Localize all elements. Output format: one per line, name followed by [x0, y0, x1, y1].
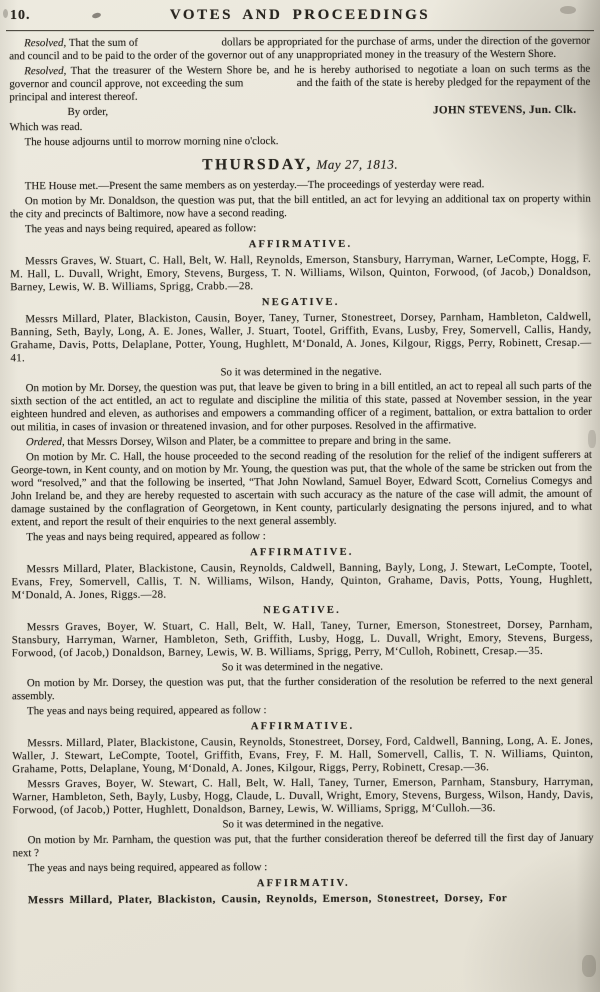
ink-speck	[560, 6, 576, 14]
header-rule	[6, 30, 594, 31]
yeas-nays-note-2: The yeas and nays being required, appeared as follow :	[26, 530, 266, 544]
motion-dorsey-militia: On motion by Mr. Dorsey, the question was put, that leave be given to bring in a bill entitled, an act to repeal all such parts of the sixth section of the act entitled, an act to regulate and discipline the militia of this state, passed at November session, in the year eighteen hundred and eleven, as authorises and empowers a commanding officer of a regiment, battalion, or extra battalion to order out militia, in cases of invasion or threatened invasion, and for other purposes. Resolved in the affirmative.	[10, 379, 592, 434]
by-order-label: By order,	[67, 105, 109, 119]
motion-dorsey-referred: On motion by Mr. Dorsey, the question was put, that the further consideration of the resolution be referred to the next general assembly.	[11, 674, 593, 703]
which-was-read: Which was read.	[9, 120, 83, 134]
resolution-arms	[9, 35, 590, 64]
negative-heading-2: NEGATIVE.	[263, 604, 341, 617]
motion-parnham: On motion by Mr. Parnham, the question was put, that the further consideration thereof be deferred till the first day of January next ?	[12, 831, 594, 860]
vote1-affirmative-list: Messrs Graves, W. Stuart, C. Hall, Belt, W. Hall, Reynolds, Emerson, Stansbury, Harryman, Warner, LeCompte, Hogg, F. M. Hall, L. Duvall, Wright, Emory, Stevens, Burgess, T. N. Williams, Wilson, Quinton, Forwood, (of Jacob,) Donaldson, Barney, Lewis, W. B. Williams, Sprigg, Crabb.—28.	[10, 252, 592, 294]
determined-negative-2: So it was determined in the negative.	[221, 660, 383, 674]
ink-speck	[582, 955, 596, 977]
yeas-nays-note-3: The yeas and nays being required, appeared as follow :	[27, 704, 267, 718]
vote2-affirmative-list: Messrs Millard, Plater, Blackistone, Causin, Reynolds, Caldwell, Banning, Bayly, Long, J. Stewart, LeCompte, Tootel, Evans, Frey, Somervell, Callis, T. N. Williams, Wilson, Handy, Quinton, Grahame, Davis, Potts, Young, Hughlett, M‘Donald, A. Jones, Riggs.—28.	[11, 560, 593, 602]
page-number: 10.	[10, 8, 31, 23]
affirmative-heading-1: AFFIRMATIVE.	[248, 238, 353, 251]
session-day: THURSDAY,	[202, 155, 313, 174]
house-met: THE House met.—Present the same members as on yesterday.—The proceedings of yesterday were read.	[24, 178, 485, 193]
session-date-heading	[10, 155, 591, 177]
ink-speck	[3, 9, 8, 18]
affirmative-heading-2: AFFIRMATIVE.	[250, 546, 354, 559]
resolution-loan-text: That the treasurer of the Western Shore be, and he is hereby authorised to negotiate a loan on such terms as the governor and council approve, not exceeding the sum and the faith of the state is hereby pledged for the repayment of the principal and interest thereof.	[9, 62, 591, 104]
vote1-negative-list: Messrs Millard, Plater, Blackiston, Causin, Boyer, Taney, Turner, Stonestreet, Dorsey, Parnham, Hambleton, Caldwell, Banning, Seth, Bayly, Long, A. E. Jones, Waller, J. Stuart, Tootel, Griffith, Evans, Lusby, Frey, Somervell, Callis, Handy, Grahame, Davis, Potts, Delaplane, Potter, Young, Hughlett, M‘Donald, A. Jones, Kilgour, Riggs, Perry, Robinett, Cresap.—41.	[10, 310, 592, 365]
resolution-arms-text: That the sum of dollars be appropriated for the purchase of arms, under the direction of the governor and council and to be paid to the order of the governor out of any unappropriated money in the treasury of the Western Shore.	[9, 34, 591, 63]
motion-c-hall: On motion by Mr. C. Hall, the house proceeded to the second reading of the resolution for the relief of the indigent sufferers at George-town, in Kent county, and on motion by Mr. Young, the question was put, that the whole of the same be stricken out from the word “resolved,” and that the following be inserted, “That John Nowland, Samuel Boyer, Edward Scott, Cornelius Comegys and John Ireland be, and they are hereby requested to ascertain with such accuracy as the nature of the case will admit, the amount of damage sustained by the conflagration of Georgetown, in Kent county, particularly designating the persons injured, and to what extent, and report the result of their enquiries to the next general assembly.	[10, 448, 593, 529]
ink-speck	[588, 430, 596, 448]
page-body	[0, 35, 600, 908]
determined-negative-3: So it was determined in the negative.	[222, 817, 384, 831]
affirmative-heading-3: AFFIRMATIVE.	[250, 720, 355, 733]
yeas-nays-note-4: The yeas and nays being required, appeared as follow :	[27, 861, 268, 875]
adjournment-note: The house adjourns until to morrow morning nine o'clock.	[24, 135, 279, 149]
vote4-affirmative-list-partial: Messrs Millard, Plater, Blackiston, Causin, Reynolds, Emerson, Stonestreet, Dorsey, For	[27, 892, 508, 907]
ordered-committee	[11, 434, 592, 450]
vote3-affirmative-list: Messrs. Millard, Plater, Blackistone, Causin, Reynolds, Stonestreet, Dorsey, Ford, Caldwell, Banning, Long, A. E. Jones, Waller, J. Stewart, LeCompte, Tootel, Griffith, Evans, Frey, F. M. Hall, Somervell, Callis, T. N. Williams, Quinton, Grahame, Potts, Delaplane, Young, M‘Donald, A. Jones, Kilgour, Riggs, Perry, Robinett, Cresap.—36.	[12, 734, 594, 776]
signature-line	[9, 104, 590, 120]
affirmative-heading-4: AFFIRMATIV.	[256, 877, 350, 890]
determined-negative-1: So it was determined in the negative.	[220, 365, 382, 379]
session-date: May 27, 1813.	[312, 156, 399, 172]
yeas-nays-note-1: The yeas and nays being required, apeared as follow:	[24, 222, 257, 236]
ordered-text: that Messrs Dorsey, Wilson and Plater, be a committee to prepare and bring in the same.	[64, 434, 451, 449]
running-title: VOTES AND PROCEEDINGS	[169, 7, 431, 23]
clerk-signature: JOHN STEVENS, Jun. Clk.	[432, 103, 577, 117]
resolution-loan	[9, 63, 590, 105]
motion-donaldson: On motion by Mr. Donaldson, the question was put, that the bill entitled, an act for levying an additional tax on property within the city and precincts of Baltimore, now have a second reading.	[9, 192, 591, 221]
negative-heading-1: NEGATIVE.	[261, 296, 340, 309]
ordered-label: Ordered,	[25, 436, 65, 449]
resolved-label: Resolved,	[24, 37, 67, 50]
vote2-negative-list: Messrs Graves, Boyer, W. Stuart, C. Hall, Belt, W. Hall, Taney, Turner, Emerson, Stonestreet, Dorsey, Parnham, Stansbury, Harryman, Warner, Hambleton, Seth, Griffith, Lusby, Hogg, L. Duvall, Wright, Emory, Stevens, Burgess, Forwood, (of Jacob,) Donaldson, Barney, Lewis, W. B. Williams, Sprigg, Perry, M‘Culloh, Robinett, Cresap.—35.	[11, 618, 593, 660]
resolved-label: Resolved,	[24, 65, 67, 78]
vote3-negative-list: Messrs Graves, Boyer, W. Stewart, C. Hall, Belt, W. Hall, Taney, Turner, Emerson, Parnham, Stansbury, Harryman, Warner, Hambleton, Seth, Bayly, Lusby, Hogg, Claude, L. Duvall, Wright, Emory, Stevens, Burgess, Wilson, Handy, Davis, Forwood, (of Jacob,) Potter, Hughlett, Donaldson, Barney, Lewis, W. Williams, Sprigg, M‘Culloh.—36.	[12, 775, 594, 817]
